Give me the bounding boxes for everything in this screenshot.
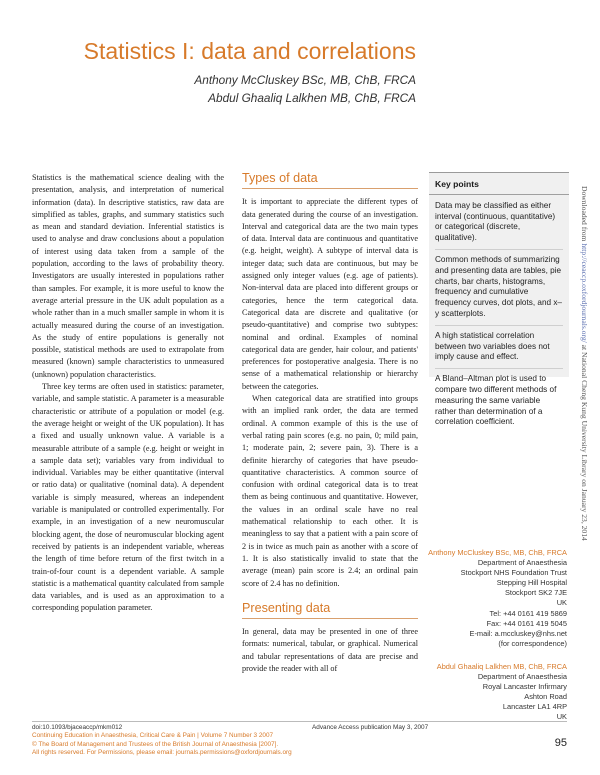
affiliation-line: Department of Anaesthesia xyxy=(477,672,567,682)
affiliation-line: (for correspondence) xyxy=(498,638,567,648)
column-2 xyxy=(242,172,418,675)
download-notice xyxy=(580,186,589,541)
body-paragraph: Statistics is the mathematical science dealing with the presentation, analysis, and interpretation of numerical information (data). In descriptive statistics, raw data are simplified as tables, graphs, and summary statistics such as mean and standard deviation. Inferential statistics is used to analyse and draw conclusions about a population of interest using data taken from a sample of the population, according to the laws of probability theory. Investigators are usually interested in populations rather than samples. For example, it is more useful to know the average arterial pressure in the UK adult population as a whole rather than in a much smaller sample in whom it is actually measured during the course of an investigation. As the study of entire populations is generally not possible, statistical methods are used to extrapolate from measured (known) sample characteristics to unmeasured (unknown) population characteristics. xyxy=(32,173,224,379)
footer-divider xyxy=(32,721,567,722)
page-footer xyxy=(32,724,452,758)
author-2: Abdul Ghaaliq Lalkhen MB, ChB, FRCA xyxy=(208,91,416,105)
key-points-heading: Key points xyxy=(429,179,569,195)
article-title: Statistics I: data and correlations xyxy=(83,38,416,64)
affiliation-line: Stockport SK2 7JE xyxy=(504,588,567,598)
affiliation-line: UK xyxy=(556,598,567,608)
body-paragraph: When categorical data are stratified into groups with an implied rank order, the data are termed ordinal. A common example of this is the use of verbal rating pain scores (e.g. no pain, 0; mild pain, 1; moderate pain, 2; severe pain, 3). There is a definite hierarchy of categories that have pseudo-quantitative characteristics. A common source of confusion with ordinal categorical data is to treat them as being continuous and quantitative. However, the values in an ordinal scale have no real mathematical relationship to each other. It is meaningless to say that a patient with a pain score of 2 is in twice as much pain as another with a score of 1. It is also statistically invalid to state that the average (mean) pain score is 2.4; an ordinal pain score of 2.4 has no definition. xyxy=(242,394,418,588)
key-point: A Bland–Altman plot is used to compare two different methods of measuring the same variable rather than determination of a correlation coefficient. xyxy=(435,374,557,427)
affiliation-line: Fax: +44 0161 419 5045 xyxy=(486,618,567,628)
section-heading-types-of-data: Types of data xyxy=(242,172,418,189)
affiliation-line: Tel: +44 0161 419 5869 xyxy=(489,608,567,618)
section-heading-presenting-data: Presenting data xyxy=(242,602,418,619)
body-paragraph: In general, data may be presented in one of three formats: numerical, tabular, or graphical. Numerical and tabular representations of data are precise and provide the reader with all of xyxy=(242,627,418,673)
page-number: 95 xyxy=(554,737,567,749)
journal-link[interactable]: http://ceaccp.oxfordjournals.org/ xyxy=(580,243,589,343)
column-1 xyxy=(32,172,224,615)
affiliation-2 xyxy=(437,662,567,723)
rights-note: All rights reserved. For Permissions, please email: journals.permissions@oxfordjournals.org xyxy=(32,749,292,757)
email-link[interactable]: E-mail: a.mccluskey@nhs.net xyxy=(469,628,567,638)
download-notice-suffix: at National Cheng Kung University Library on January 23, 2014 xyxy=(580,342,589,541)
body-paragraph: Three key terms are often used in statistics: parameter, variable, and sample statistic. A parameter is a measurable characteristic or attribute of a population or model (e.g. the average height or weight of the UK population). It has a fixed and usually unknown value. A variable is a measurable attribute of a sample (e.g. height or weight in a sample data set); variables vary from individual to individual. Variables may be either quantitative (interval or ratio data) or qualitative (nominal data). A dependent variable is simply measured, whereas an independent variable is manipulated or controlled experimentally. For example, in an investigation of a new neuromuscular blocking agent, the dose of neuromuscular blocking agent received by patients is an independent variable, whereas the length of time before return of the first twitch in a train-of-four count is a dependent variable. A sample statistic is a mathematical quantity calculated from sample data variables, and is used as an approximation to a corresponding population parameter. xyxy=(32,382,224,613)
doi: doi:10.1093/bjaceaccp/mkm012 xyxy=(32,724,123,731)
affiliation-1 xyxy=(428,548,567,649)
copyright: © The Board of Management and Trustees of the British Journal of Anaesthesia [2007]. xyxy=(32,740,279,748)
affiliation-line: Stepping Hill Hospital xyxy=(496,578,567,588)
advance-access-note: Advance Access publication May 3, 2007 xyxy=(312,724,429,731)
affiliation-line: Ashton Road xyxy=(524,692,567,702)
affiliation-line: UK xyxy=(556,712,567,722)
affiliation-line: Stockport NHS Foundation Trust xyxy=(460,568,567,578)
download-notice-prefix: Downloaded from xyxy=(580,186,589,244)
key-point: Common methods of summarizing and presenting data are tables, pie charts, bar charts, histograms, frequency and cumulative frequency curves, dot plots, and x–y scatterplots. xyxy=(435,255,563,326)
key-point: Data may be classified as either interval (continuous, quantitative) or categorical (discrete, qualitative). xyxy=(435,201,563,250)
author-1: Anthony McCluskey BSc, MB, ChB, FRCA xyxy=(194,73,416,87)
affiliation-line: Royal Lancaster Infirmary xyxy=(482,682,567,692)
affiliation-name: Anthony McCluskey BSc, MB, ChB, FRCA xyxy=(428,548,567,557)
affiliation-line: Department of Anaesthesia xyxy=(477,558,567,568)
key-points-box xyxy=(429,172,569,427)
journal-citation: Continuing Education in Anaesthesia, Critical Care & Pain | Volume 7 Number 3 2007 xyxy=(32,732,274,740)
affiliation-name: Abdul Ghaaliq Lalkhen MB, ChB, FRCA xyxy=(436,662,567,671)
affiliation-line: Lancaster LA1 4RP xyxy=(502,702,567,712)
key-point: A high statistical correlation between two variables does not imply cause and effect. xyxy=(435,331,563,369)
body-paragraph: It is important to appreciate the different types of data generated during the course of an investigation. Interval and categorical data are the two main types of data. Interval data are continuous and quantitative (e.g. height, weight). A subtype of interval data is integer data; such data are continuous, but may be assigned only integer values (e.g. age of patients). Non-interval data are placed into different groups or categories, hence the term categorical data. Categorical data are discrete and qualitative (or pseudo-quantitative) and comprise two subtypes: nominal and ordinal. Examples of nominal categorical data are gender, hair colour, and patients' preferences for postoperative analgesia. There is no sense of a mathematical relationship or hierarchy between the categories. xyxy=(242,197,418,391)
